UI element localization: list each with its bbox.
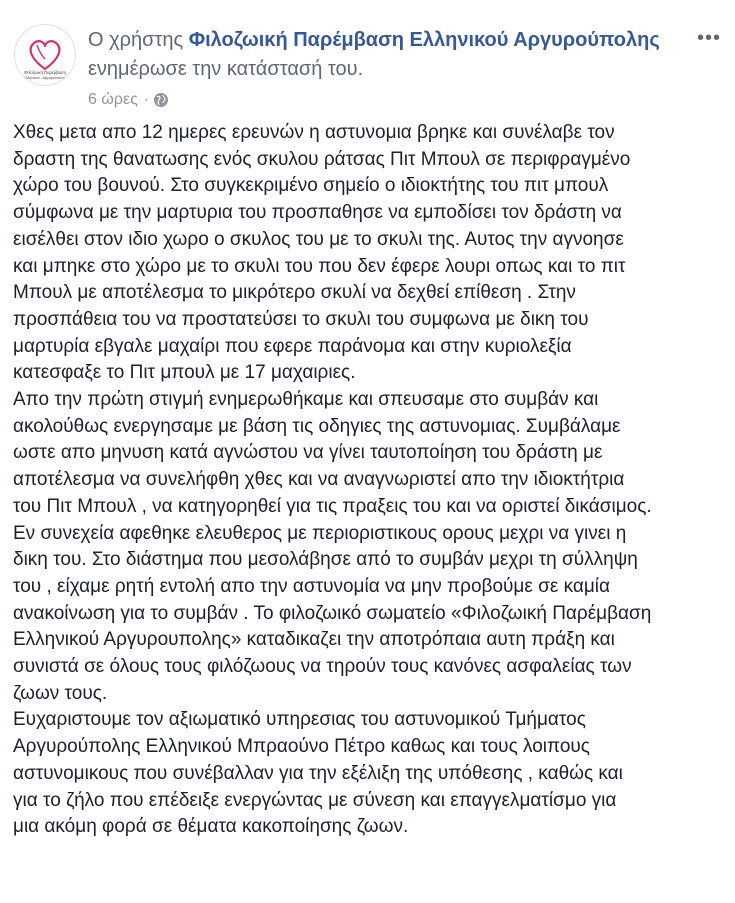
organization-logo-icon (15, 25, 75, 85)
post-paragraph-3: Ευχαριστουμε τον αξιωματικό υπηρεσιας του αστυνομικού Τμήματος Αργυρούπολης Ελληνικού Μπραούνο Πέτρο καθως και τους λοιπους αστυνομικους που συνέβαλλαν για την εξέλιξη της υπόθεσης , καθώς και για το ζήλο που επέδειξε ενεργώντας με σύνεση και επαγγελματίσμο για μια ακόμη φορά σε θέματα κακοποίησης ζωων. (13, 709, 623, 838)
header-action: ενημέρωσε την κατάστασή του. (88, 58, 364, 80)
logo-text-line1: Φιλοζωική Παρέμβαση (24, 70, 66, 75)
meta-separator: · (143, 91, 150, 108)
post-timestamp[interactable]: 6 ώρες (88, 91, 138, 108)
post-paragraph-1: Χθες μετα απο 12 ημερες ερευνών η αστυνομια βρηκε και συνέλαβε τον δραστη της θανατωσης ενός σκυλου ράτσας Πιτ Μπουλ σε περιφραγμένο χώρο του βουνού. Στο συγκεκριμένο σημείο ο ιδιοκτήτης του πιτ μπουλ σύμφωνα με την μαρτυρια του προσπαθησε να εμποδίσει τον δράστη να εισέλθει στον ιδιο χωρο ο σκυλος του με το σκυλι της. Αυτος την αγνοησε και μπηκε στο χώρο με το σκυλι του που δεν έφερε λουρι οπως και το πιτ Μπουλ με αποτέλεσμα το μικρότερο σκυλί να δεχθεί επίθεση . Στην προσπάθεια του να προστατεύσει το σκυλι του συμφωνα με δικη του μαρτυρία εβγαλε μαχαίρι που εφερε παράνομα και στην κυριολεξία κατεσφαξε το Πιτ μπουλ με 17 μαχαιριες. (13, 122, 631, 384)
post-paragraph-2: Απο την πρώτη στιγμή ενημερωθήκαμε και σπευσαμε στο συμβάν και ακολούθως ενεργησαμε με βάση τις οδηγιες της αστυνομιας. Συμβάλαμε ωστε απο μηνυση κατά αγνώστου να γίνει ταυτοποίηση του δράστη με αποτέλεσμα να συνελήφθη χθες και να αναγνωριστεί απο την ιδιοκτήτρια του Πιτ Μπουλ , να κατηγορηθεί για τις πραξεις του και να οριστεί δικάσιμος. Εν συνεχεία αφεθηκε ελευθερος με περιοριστικους ορους μεχρι να γινει η δικη του. Στο διάστημα που μεσολάβησε από το συμβάν μεχρι τη σύλληψη του , είχαμε ρητή εντολή απο την αστυνομία να μην προβούμε σε καμία ανακοίνωση για το συμβάν . Το φιλοζωικό σωματείο «Φιλοζωική Παρέμβαση Ελληνικού Αργυρουπολης» καταδικαζει την αποτρόπαια αυτη πράξη και συνιστά σε όλους τους φιλόζωους να τηρούν τους κανόνες ασφαλείας των ζωων τους. (13, 389, 652, 704)
post-body (13, 120, 725, 841)
globe-icon[interactable] (153, 92, 169, 108)
post-meta (88, 90, 169, 110)
author-link[interactable]: Φιλοζωική Παρέμβαση Ελληνικού Αργυρούπολης (188, 29, 660, 51)
post-header-line (88, 26, 688, 84)
header-prefix: Ο χρήστης (88, 29, 189, 51)
more-options-icon[interactable]: ••• (696, 27, 721, 49)
avatar[interactable] (14, 24, 76, 86)
logo-text-line2: Ελληνικού - Αργυρούπολης (23, 76, 67, 80)
post-header (10, 18, 725, 113)
